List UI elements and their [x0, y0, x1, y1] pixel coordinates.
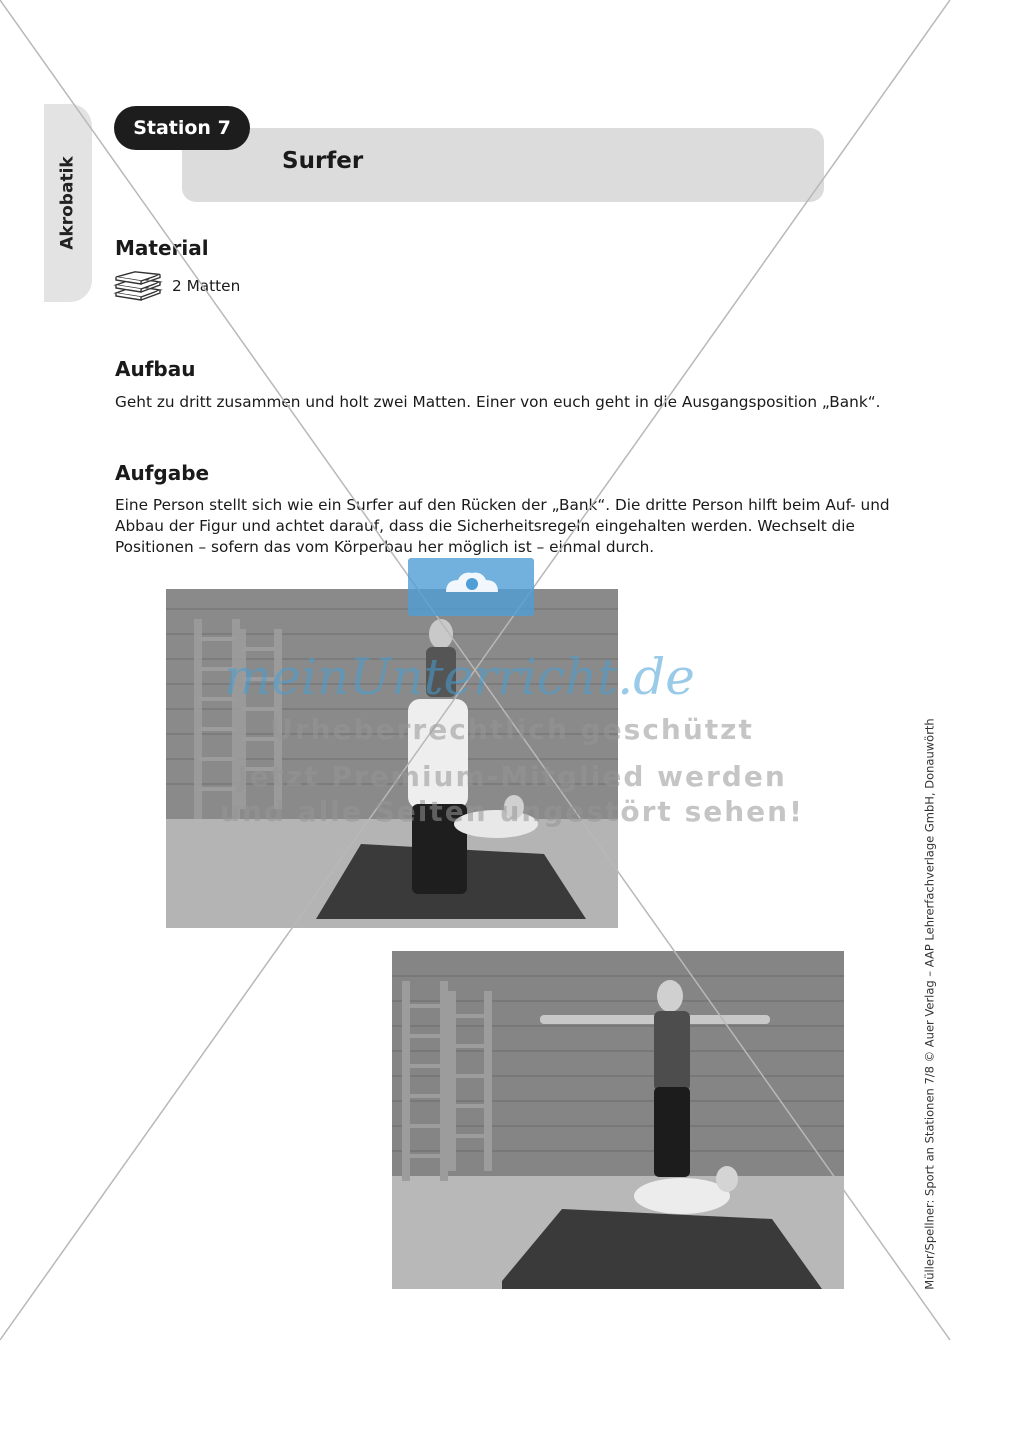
watermark-brand: meinUnterricht.de	[224, 648, 695, 706]
mats-icon	[113, 271, 163, 309]
photo-surfer-position	[392, 951, 844, 1289]
station-pill	[114, 106, 250, 150]
copyright-credit-wrap	[918, 716, 942, 1292]
aufgabe-line: Abbau der Figur und achtet darauf, dass die Sicherheitsregeln eingehalten werden. Wechselt die	[115, 517, 855, 535]
material-item: 2 Matten	[172, 277, 241, 295]
station-banner	[182, 128, 824, 202]
station-label: Station 7	[133, 117, 231, 139]
aufgabe-line: Eine Person stellt sich wie ein Surfer auf den Rücken der „Bank“. Die dritte Person hilft beim Auf- und	[115, 496, 890, 514]
aufgabe-heading: Aufgabe	[115, 461, 210, 485]
side-tab-label-wrap	[44, 104, 92, 302]
page-title: Surfer	[282, 148, 364, 174]
watermark-logo	[408, 558, 534, 616]
material-heading: Material	[115, 236, 209, 260]
aufbau-text: Geht zu dritt zusammen und holt zwei Matten. Einer von euch geht in die Ausgangsposition „Bank“.	[115, 393, 881, 411]
watermark-line-2: Jetzt Premium-Mitglied werden	[237, 760, 787, 793]
aufgabe-line: Positionen – sofern das vom Körperbau her möglich ist – einmal durch.	[115, 538, 655, 556]
photo-assisted-mount	[166, 589, 618, 928]
copyright-credit: Müller/Spellner: Sport an Stationen 7/8 © Auer Verlag – AAP Lehrerfachverlage GmbH, Donauwörth	[923, 718, 937, 1290]
watermark-line-1: Urheberrechtlich geschützt	[270, 713, 754, 746]
side-tab-label: Akrobatik	[58, 156, 78, 250]
aufgabe-text	[115, 495, 905, 558]
aufbau-heading: Aufbau	[115, 357, 196, 381]
watermark-line-3: und alle Seiten ungestört sehen!	[220, 795, 804, 828]
